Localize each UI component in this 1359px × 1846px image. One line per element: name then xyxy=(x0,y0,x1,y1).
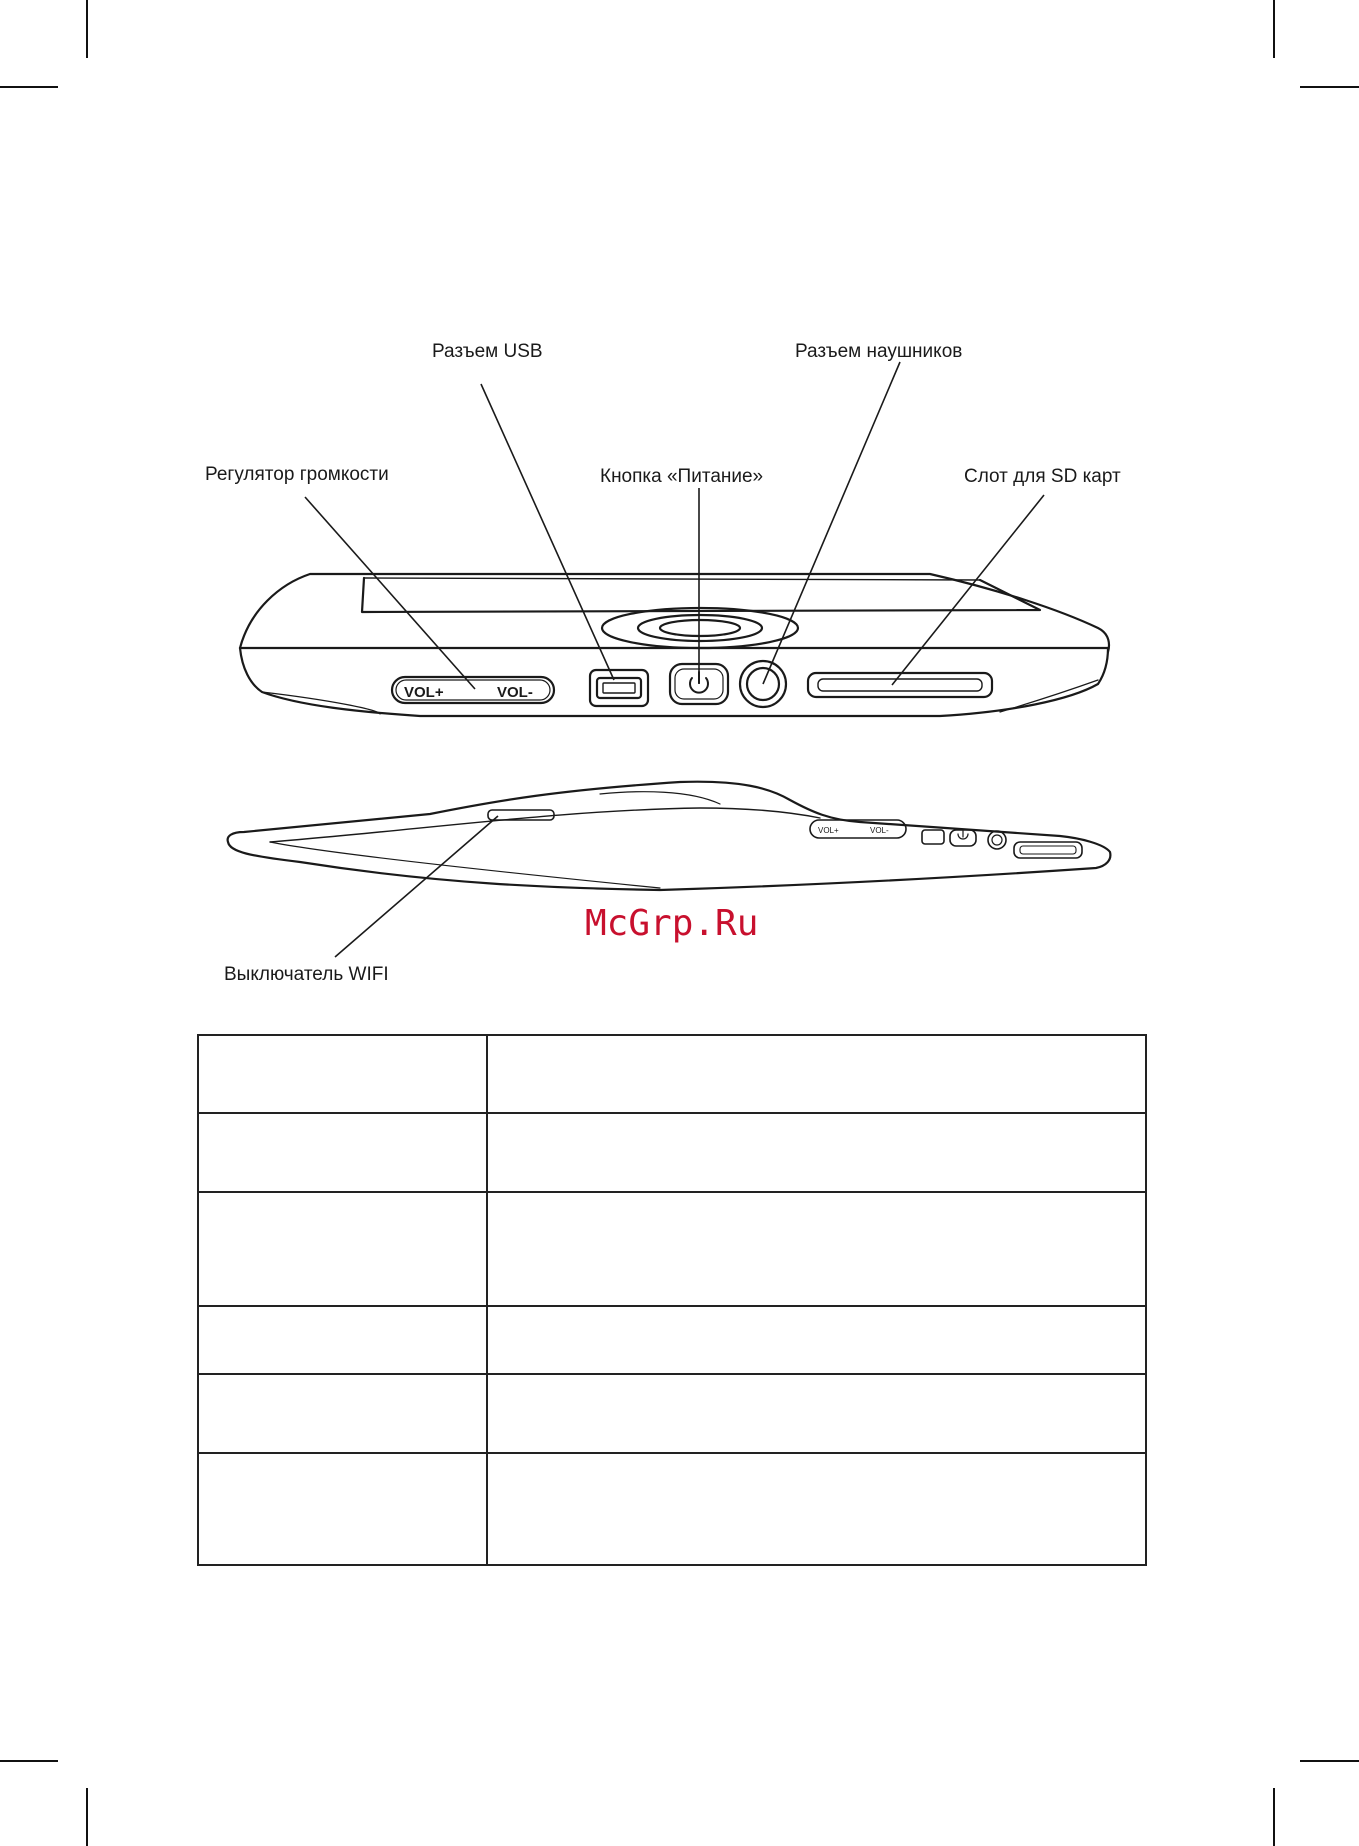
leader-headphone xyxy=(763,362,900,684)
table-cell-description xyxy=(487,1453,1146,1565)
table-row xyxy=(198,1192,1146,1306)
label-headphone-jack: Разъем наушников xyxy=(795,341,963,362)
small-vol-minus-marking: VOL- xyxy=(870,826,889,835)
table-cell-name xyxy=(198,1453,487,1565)
table-row xyxy=(198,1035,1146,1113)
leader-lines xyxy=(305,362,1044,957)
table-row xyxy=(198,1113,1146,1192)
label-power-button: Кнопка «Питание» xyxy=(600,466,764,487)
table-cell-description xyxy=(487,1374,1146,1453)
table-row xyxy=(198,1306,1146,1374)
table-cell-description xyxy=(487,1113,1146,1192)
table-cell-name xyxy=(198,1035,487,1113)
device-side-edge xyxy=(228,782,1111,890)
leader-sd xyxy=(892,495,1044,685)
label-wifi-switch: Выключатель WIFI xyxy=(224,964,389,985)
usb-port xyxy=(590,670,648,706)
table-cell-name xyxy=(198,1306,487,1374)
device-front-edge xyxy=(240,574,1109,716)
label-usb-connector: Разъем USB xyxy=(432,341,543,362)
sd-slot-shape xyxy=(808,673,992,697)
table-row xyxy=(198,1374,1146,1453)
table-cell-name xyxy=(198,1374,487,1453)
table-cell-description xyxy=(487,1192,1146,1306)
table-cell-description xyxy=(487,1035,1146,1113)
label-sd-slot: Слот для SD карт xyxy=(964,466,1121,487)
label-volume-control: Регулятор громкости xyxy=(205,464,389,485)
table-row xyxy=(198,1453,1146,1565)
small-vol-plus-marking: VOL+ xyxy=(818,826,839,835)
vol-minus-marking: VOL- xyxy=(497,684,533,701)
leader-volume xyxy=(305,497,475,689)
watermark: McGrp.Ru xyxy=(585,903,759,944)
vol-plus-marking: VOL+ xyxy=(404,684,444,701)
table-cell-name xyxy=(198,1113,487,1192)
table-cell-name xyxy=(198,1192,487,1306)
spec-table xyxy=(197,1034,1147,1566)
table-cell-description xyxy=(487,1306,1146,1374)
leader-usb xyxy=(481,384,614,680)
leader-wifi xyxy=(335,816,498,957)
